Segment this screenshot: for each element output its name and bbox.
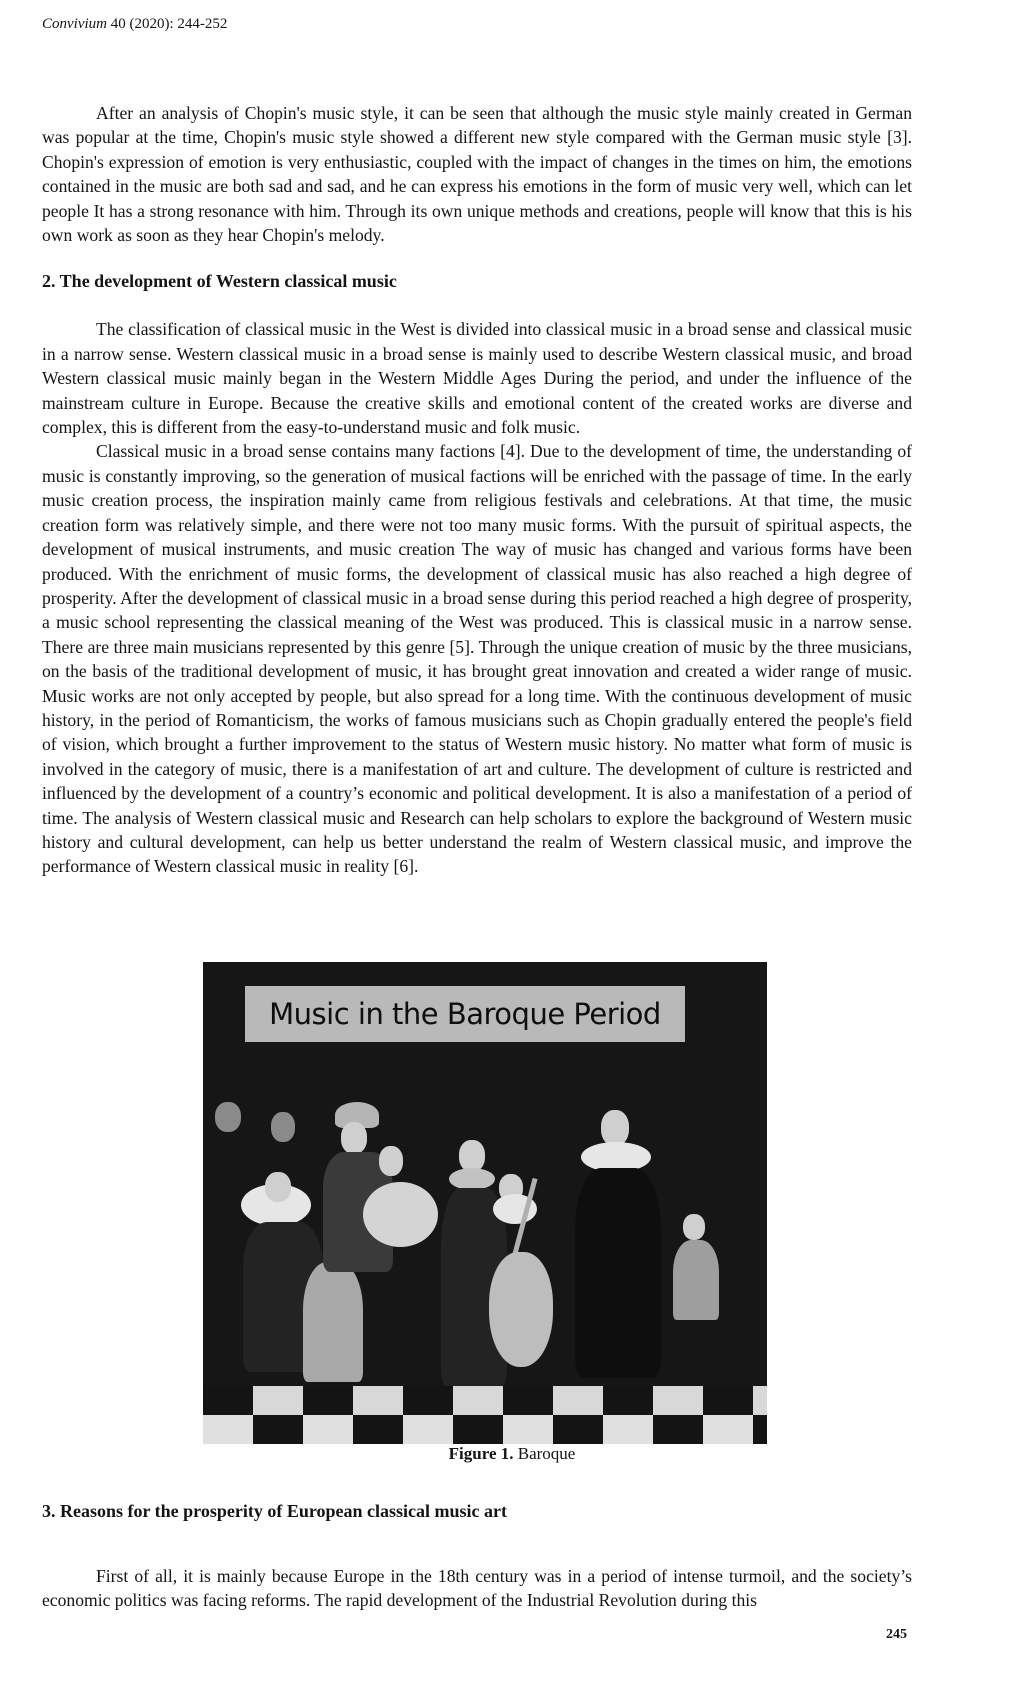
checkered-floor-front — [203, 1415, 767, 1444]
section-heading-3: 3. Reasons for the prosperity of European classical music art — [42, 1501, 507, 1521]
journal-name: Convivium — [42, 16, 107, 32]
paragraph-reasons: First of all, it is mainly because Europe in the 18th century was in a period of intense turmoil, and the society’s economic politics was facing reforms. The rapid development of the Industrial Revolution during this — [42, 1565, 912, 1610]
body-text — [42, 101, 912, 879]
figure-baroque-painting — [203, 962, 767, 1444]
figure-caption — [0, 1444, 1024, 1464]
figure-banner: Music in the Baroque Period — [245, 986, 685, 1042]
running-head — [42, 16, 227, 33]
journal-citation: 40 (2020): 244-252 — [110, 16, 228, 32]
page-number: 245 — [886, 1627, 907, 1642]
paragraph-classification: The classification of classical music in the West is divided into classical music in a broad sense and classical music in a narrow sense. Western classical music in a broad sense is mainly used to describe Western classical music, and broad Western classical music mainly began in the Western Middle Ages During the period, and under the influence of the mainstream culture in Europe. Because the creative skills and emotional content of the created works are diverse and complex, this is different from the easy-to-understand music and folk music. — [42, 319, 912, 438]
section-heading-2: 2. The development of Western classical music — [42, 271, 397, 292]
checkered-floor-back — [203, 1386, 767, 1415]
painting-figures — [203, 962, 767, 1444]
figure-caption-text: Baroque — [517, 1444, 576, 1463]
figure-caption-label: Figure 1. — [448, 1444, 514, 1463]
paragraph-chopin-style: After an analysis of Chopin's music style, it can be seen that although the music style mainly created in German was popular at the time, Chopin's music style showed a different new style compared with the German music style [3]. Chopin's expression of emotion is very enthusiastic, coupled with the impact of changes in the times on him, the emotions contained in the music are both sad and sad, and he can express his emotions in the form of music very well, which can let people It has a strong resonance with him. Through its own unique methods and creations, people will know that this is his own work as soon as they hear Chopin's melody. — [42, 103, 912, 246]
paragraph-broad-sense: Classical music in a broad sense contains many factions [4]. Due to the development of time, the understanding of music is constantly improving, so the generation of musical factions will be enriched with the passage of time. In the early music creation process, the inspiration mainly came from religious festivals and celebrations. At that time, the music creation form was relatively simple, and there were not too many music forms. With the pursuit of spiritual aspects, the development of musical instruments, and music creation The way of music has changed and various forms have been produced. With the enrichment of music forms, the development of classical music has also reached a high degree of prosperity. After the development of classical music in a broad sense during this period reached a high degree of prosperity, a music school representing the classical meaning of the West was produced. This is classical music in a narrow sense. There are three main musicians represented by this genre [5]. Through the unique creation of music by the three musicians, on the basis of the traditional development of music, it has brought great innovation and created a wider range of music. Music works are not only accepted by people, but also spread for a long time. With the continuous development of music history, in the period of Romanticism, the works of famous musicians such as Chopin gradually entered the people's field of vision, which brought a further improvement to the status of Western music history. No matter what form of music is involved in the category of music, there is a manifestation of art and culture. The development of culture is restricted and influenced by the development of a country’s economic and political development. It is also a manifestation of a period of time. The analysis of Western classical music and Research can help scholars to explore the background of Western music history and cultural development, can help us better understand the realm of Western classical music, and improve the performance of Western classical music in reality [6]. — [42, 441, 912, 877]
